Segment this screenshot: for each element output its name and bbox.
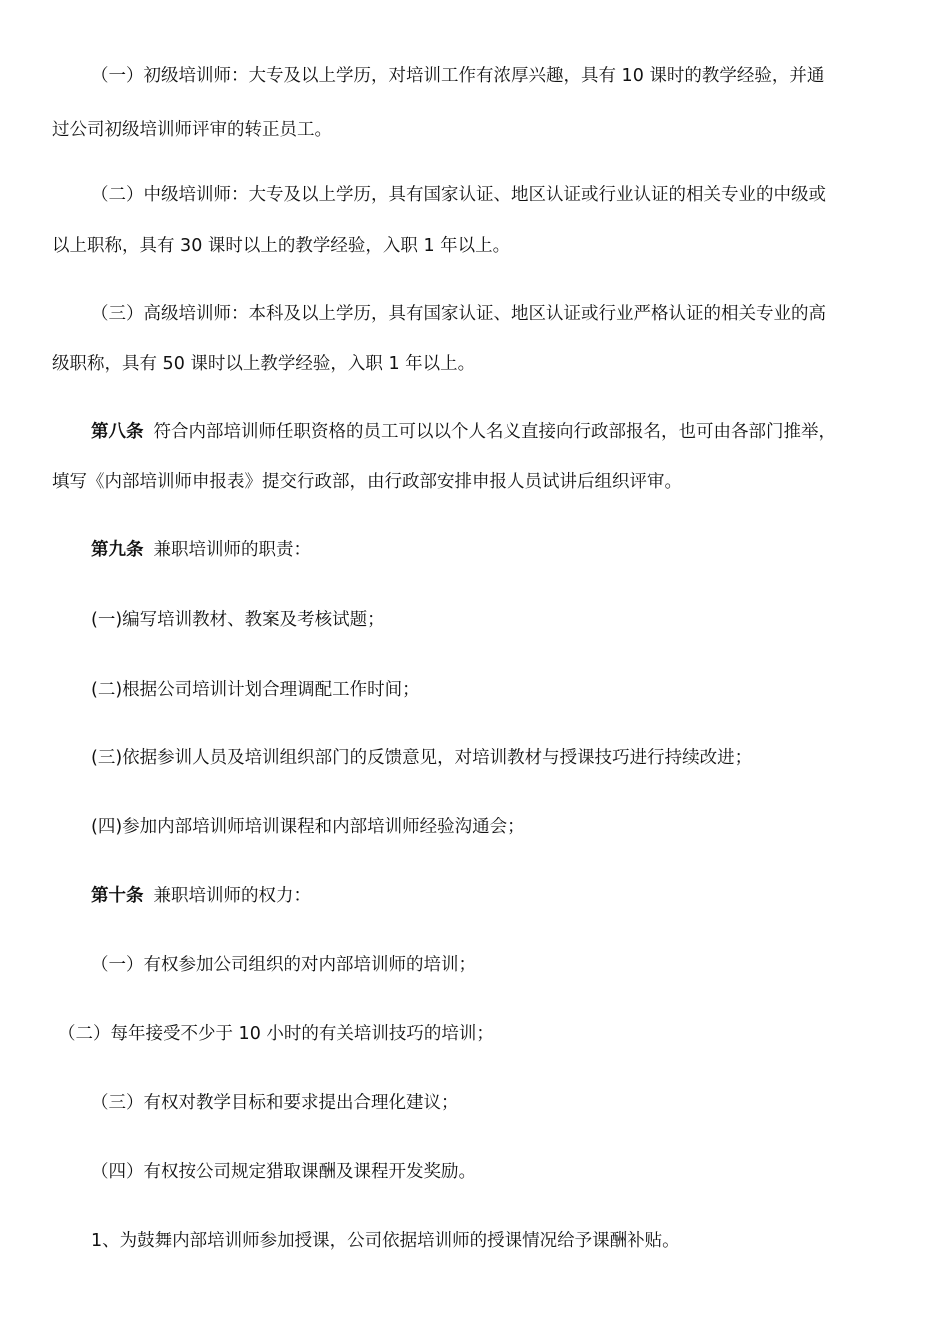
right-item-4: （四）有权按公司规定猎取课酬及课程开发奖励。: [91, 1162, 476, 1182]
right-item-2: （二）每年接受不少于 10 小时的有关培训技巧的培训；: [58, 1024, 494, 1044]
paragraph-senior-trainer-line2: 级职称，具有 50 课时以上教学经验，入职 1 年以上。: [52, 354, 476, 374]
article-8-text: 符合内部培训师任职资格的员工可以以个人名义直接向行政部报名，也可由各部门推举，: [153, 422, 836, 442]
duty-item-4: (四)参加内部培训师培训课程和内部培训师经验沟通会；: [91, 817, 525, 837]
right-item-1: （一）有权参加公司组织的对内部培训师的培训；: [91, 955, 476, 975]
paragraph-junior-trainer-line1: （一）初级培训师：大专及以上学历，对培训工作有浓厚兴趣，具有 10 课时的教学经验，并通: [91, 66, 825, 86]
article-9-line: [91, 538, 941, 562]
article-8-line2: 填写《内部培训师申报表》提交行政部，由行政部安排申报人员试讲后组织评审。: [52, 472, 682, 492]
article-10-text: 兼职培训师的权力：: [153, 886, 311, 906]
duty-item-3: (三)依据参训人员及培训组织部门的反馈意见，对培训教材与授课技巧进行持续改进；: [91, 748, 753, 768]
article-8-heading: 第八条: [91, 422, 144, 442]
duty-item-1: (一)编写培训教材、教案及考核试题；: [91, 610, 385, 630]
numbered-item-1: 1、为鼓舞内部培训师参加授课，公司依据培训师的授课情况给予课酬补贴。: [91, 1231, 680, 1251]
paragraph-mid-trainer-line2: 以上职称，具有 30 课时以上的教学经验，入职 1 年以上。: [52, 236, 511, 256]
duty-item-2: (二)根据公司培训计划合理调配工作时间；: [91, 680, 420, 700]
article-10-heading: 第十条: [91, 886, 144, 906]
paragraph-mid-trainer-line1: （二）中级培训师：大专及以上学历，具有国家认证、地区认证或行业认证的相关专业的中级或: [91, 185, 826, 205]
article-8-line1: [91, 420, 941, 444]
paragraph-senior-trainer-line1: （三）高级培训师：本科及以上学历，具有国家认证、地区认证或行业严格认证的相关专业的高: [91, 304, 826, 324]
paragraph-junior-trainer-line2: 过公司初级培训师评审的转正员工。: [52, 120, 332, 140]
article-9-heading: 第九条: [91, 540, 144, 560]
article-9-text: 兼职培训师的职责：: [153, 540, 311, 560]
right-item-3: （三）有权对教学目标和要求提出合理化建议；: [91, 1093, 459, 1113]
article-10-line: [91, 884, 941, 908]
